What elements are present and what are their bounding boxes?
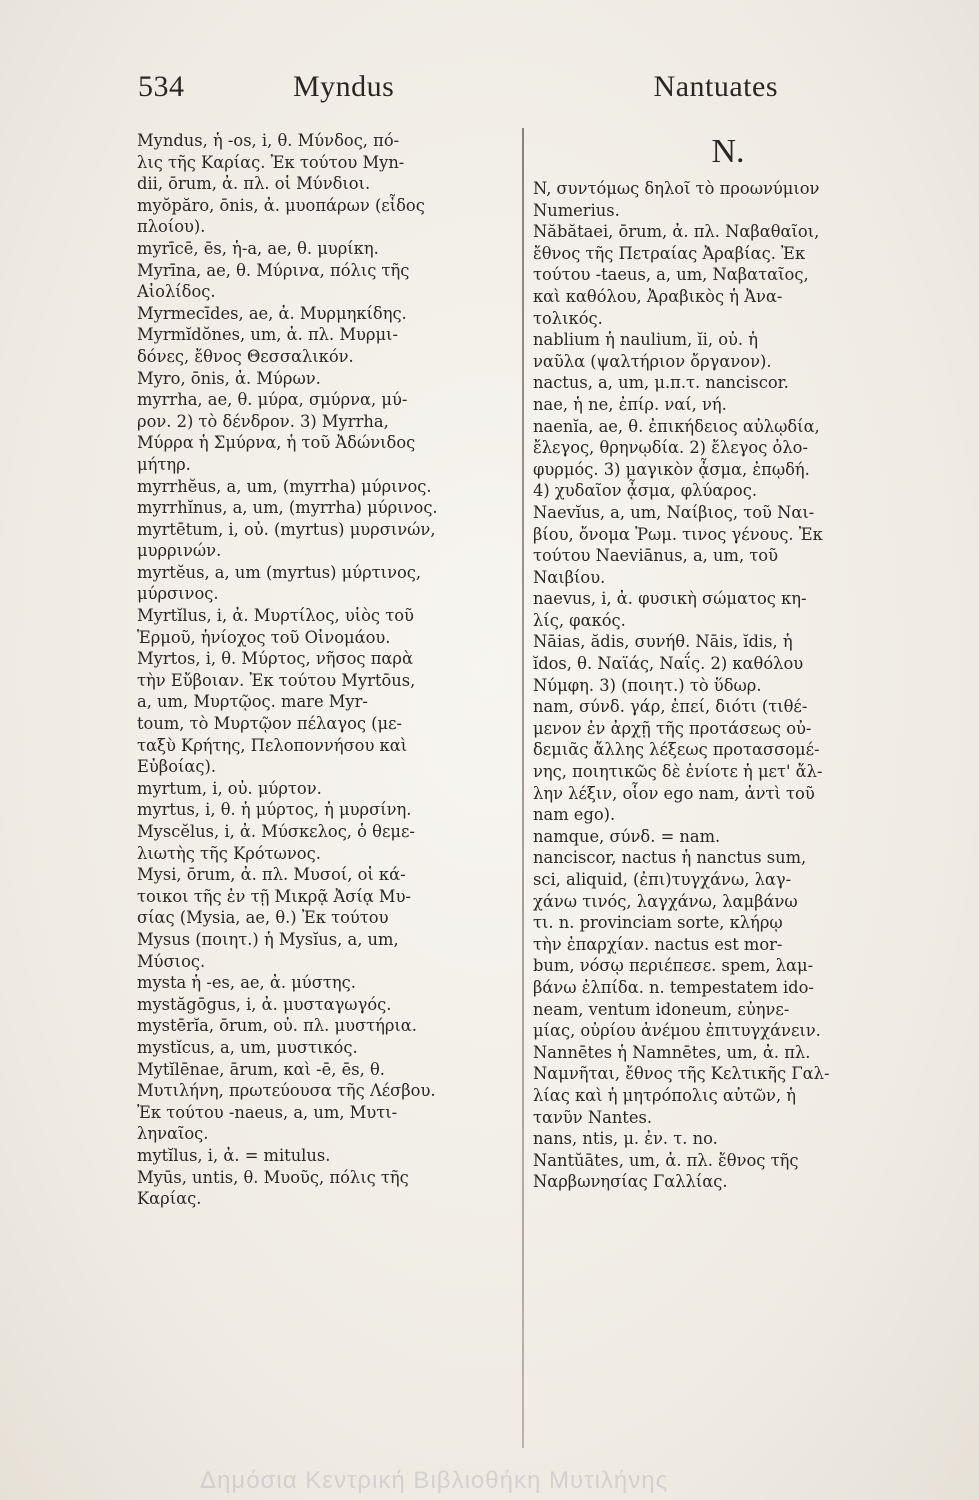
left-entry-line: mysta ἡ -es, ae, ἀ. μύστης. xyxy=(137,973,356,993)
left-entry-line: Mysus (ποιητ.) ἡ Mysĭus, a, um, xyxy=(137,929,399,949)
left-entry-line: δόνες, ἔθνος Θεσσαλικόν. xyxy=(137,346,354,366)
left-column xyxy=(137,130,515,1210)
left-entry-line: Myrtos, i, θ. Μύρτος, νῆσος παρὰ xyxy=(137,649,413,669)
left-entry-line: Myndus, ἡ -os, i, θ. Μύνδος, πό- xyxy=(137,131,400,150)
right-entry-line: Nāias, ădis, συνήθ. Nāis, ĭdis, ἡ xyxy=(533,632,793,652)
left-entry-line: dii, ōrum, ἀ. πλ. οἱ Μύνδιοι. xyxy=(137,174,371,194)
right-column xyxy=(533,132,913,1193)
left-entry-line: μήτηρ. xyxy=(137,454,191,474)
left-entry-line: ληναῖος. xyxy=(137,1124,209,1144)
left-entry-line: Μυτιλήνη, πρωτεύουσα τῆς Λέσβου. xyxy=(137,1081,436,1101)
right-entry-line: Nannētes ἡ Namnētes, um, ἀ. πλ. xyxy=(533,1042,811,1062)
left-entry-line: Αἰολίδος. xyxy=(137,282,216,302)
left-entry-line: Myrmecīdes, ae, ἀ. Μυρμηκίδης. xyxy=(137,303,407,323)
left-entry-line: mystăgōgus, i, ἀ. μυσταγωγός. xyxy=(137,994,392,1014)
left-entry-line: σίας (Mysia, ae, θ.) Ἐκ τούτου xyxy=(137,908,389,928)
left-entry-line: Myūs, untis, θ. Μυοῦς, πόλις τῆς xyxy=(137,1167,409,1187)
right-entry-line: βάνω ἐλπίδα. n. tempestatem ido- xyxy=(533,977,814,997)
right-entry-line: τούτου Naeviānus, a, um, τοῦ xyxy=(533,546,779,566)
right-entry-line: ἔλεγος, θρηνῳδία. 2) ἔλεγος ὀλο- xyxy=(533,438,808,458)
right-entry-line: ἔθνος τῆς Πετραίας Ἀραβίας. Ἐκ xyxy=(533,243,806,263)
left-entry-line: Mytĭlēnae, ārum, καὶ -ē, ēs, θ. xyxy=(137,1059,385,1079)
right-entry-line: nam ego). xyxy=(533,805,616,825)
left-entry-line: Myro, ōnis, ἀ. Μύρων. xyxy=(137,368,321,388)
left-entry-line: Ἑρμοῦ, ἡνίοχος τοῦ Οἰνομάου. xyxy=(137,627,391,647)
right-entry-line: naenĭa, ae, θ. ἐπικήδειος αὐλῳδία, xyxy=(533,416,820,436)
section-letter: N. xyxy=(711,133,745,170)
right-entry-line: Ναμνῆται, ἔθνος τῆς Κελτικῆς Γαλ- xyxy=(533,1064,830,1084)
column-divider xyxy=(522,128,524,1448)
left-entry-line: μυρρινών. xyxy=(137,541,222,561)
right-entry-line: nablium ἡ naulium, ĭi, οὐ. ἡ xyxy=(533,330,758,350)
right-entry-line: Numerius. xyxy=(533,200,620,220)
right-entry-line: καὶ καθόλου, Ἀραβικὸς ἡ Ἀνα- xyxy=(533,286,783,306)
right-entry-line: φυρμός. 3) μαγικὸν ᾆσμα, ἐπῳδή. xyxy=(533,459,810,479)
left-entry-line: myrtus, i, θ. ἡ μύρτος, ἡ μυρσίνη. xyxy=(137,800,412,820)
right-entry-line: ναῦλα (ψαλτήριον ὄργανον). xyxy=(533,351,772,371)
right-entry-line: nactus, a, um, μ.π.τ. nanciscor. xyxy=(533,373,789,393)
right-entry-line: ĭdos, θ. Ναϊάς, Ναΐς. 2) καθόλου xyxy=(533,654,804,674)
right-entry-line: τὴν ἐπαρχίαν. nactus est mor- xyxy=(533,934,783,954)
right-entry-line: χάνω τινός, λαγχάνω, λαμβάνω xyxy=(533,891,798,911)
right-entry-line: nanciscor, nactus ἡ nanctus sum, xyxy=(533,848,807,868)
right-entry-line: Ναιβίου. xyxy=(533,567,606,587)
right-entry-line: nam, σύνδ. γάρ, ἐπεί, διότι (τιθέ- xyxy=(533,697,808,717)
right-entry-line: βίου, ὄνομα Ῥωμ. τινος γένους. Ἐκ xyxy=(533,524,823,544)
right-entry-line: νης, ποιητικῶς δὲ ἐνίοτε ἡ μετ' ἄλ- xyxy=(533,762,823,782)
left-entry-line: myrrhĭnus, a, um, (myrrha) μύρινος. xyxy=(137,498,438,518)
left-entry-line: Mysi, ōrum, ἀ. πλ. Μυσοί, οἱ κά- xyxy=(137,865,406,885)
right-entry-line: namque, σύνδ. = nam. xyxy=(533,826,721,846)
right-entry-line: nans, ntis, μ. ἐν. τ. no. xyxy=(533,1129,718,1149)
left-entry-line: mystĭcus, a, um, μυστικός. xyxy=(137,1037,358,1057)
left-entry-line: Myrmĭdŏnes, um, ἀ. πλ. Μυρμι- xyxy=(137,325,398,345)
left-headword: Myndus xyxy=(293,70,395,103)
right-entry-line: τανῦν Nantes. xyxy=(533,1107,653,1127)
right-entry-line: λην λέξιν, οἷον ego nam, ἀντὶ τοῦ xyxy=(533,783,815,803)
left-entry-line: Μύρρα ἡ Σμύρνα, ἡ τοῦ Ἀδώνιδος xyxy=(137,433,416,453)
left-entry-line: myrīcē, ēs, ἡ-a, ae, θ. μυρίκη. xyxy=(137,238,379,258)
right-entry-line: bum, νόσῳ περιέπεσε. spem, λαμ- xyxy=(533,956,814,976)
right-entry-line: Nantŭātes, um, ἀ. πλ. ἔθνος τῆς xyxy=(533,1150,799,1170)
left-entry-line: myrtĕus, a, um (myrtus) μύρτινος, xyxy=(137,562,422,582)
left-entry-line: Myrtĭlus, i, ἀ. Μυρτίλος, υἱὸς τοῦ xyxy=(137,606,414,626)
left-entry-line: myrtētum, i, οὐ. (myrtus) μυρσινών, xyxy=(137,519,436,539)
left-entry-line: myrrha, ae, θ. μύρα, σμύρνα, μύ- xyxy=(137,390,408,410)
right-headword: Nantuates xyxy=(653,70,778,103)
right-entry-line: δεμιᾶς ἄλλης λέξεως προτασσομέ- xyxy=(533,740,820,760)
left-entry-line: Myscĕlus, i, ἀ. Μύσκελος, ὁ θεμε- xyxy=(137,822,415,841)
right-entry-line: naevus, i, ἀ. φυσικὴ σώματος κη- xyxy=(533,589,807,609)
left-entry-line: μύρσινος. xyxy=(137,584,219,604)
left-entry-line: Ἐκ τούτου -naeus, a, um, Μυτι- xyxy=(137,1102,398,1122)
right-entry-line: Νύμφη. 3) (ποιητ.) τὸ ὕδωρ. xyxy=(533,675,762,695)
right-entry-line: μίας, οὐρίου ἀνέμου ἐπιτυγχάνειν. xyxy=(533,1021,821,1041)
right-entry-line: λίας καὶ ἡ μητρόπολις αὐτῶν, ἡ xyxy=(533,1085,797,1105)
right-entry-line: neam, ventum idoneum, εὐηνε- xyxy=(533,999,790,1019)
right-entry-line: Ναρβωνησίας Γαλλίας. xyxy=(533,1172,728,1192)
left-entry-line: πλοίου). xyxy=(137,217,206,237)
right-entry-line: sci, aliquid, (ἐπι)τυγχάνω, λαγ- xyxy=(533,870,792,889)
left-entry-line: Myrīna, ae, θ. Μύρινα, πόλις τῆς xyxy=(137,260,410,280)
right-column-entries xyxy=(533,178,913,1193)
left-entry-line: a, um, Μυρτῷος. mare Myr- xyxy=(137,692,368,712)
left-entry-line: myŏpăro, ōnis, ἀ. μυοπάρων (εἶδος xyxy=(137,195,425,215)
right-entry-line: τι. n. provinciam sorte, κλήρῳ xyxy=(533,913,783,933)
left-entry-line: myrtum, i, οὐ. μύρτον. xyxy=(137,778,322,798)
right-entry-line: μενον ἐν ἀρχῇ τῆς προτάσεως οὐ- xyxy=(533,718,812,738)
left-entry-line: λιωτὴς τῆς Κρότωνος. xyxy=(137,843,321,863)
left-entry-line: myrrhĕus, a, um, (myrrha) μύρινος. xyxy=(137,476,432,496)
left-entry-line: mystērĭa, ōrum, οὐ. πλ. μυστήρια. xyxy=(137,1016,417,1036)
left-entry-line: ρον. 2) τὸ δένδρον. 3) Myrrha, xyxy=(137,411,389,431)
right-entry-line: τολικός. xyxy=(533,308,603,328)
left-entry-line: Μύσιος. xyxy=(137,951,206,971)
right-entry-line: Naevĭus, a, um, Ναίβιος, τοῦ Ναι- xyxy=(533,502,815,522)
right-entry-line: τούτου -taeus, a, um, Ναβαταῖος, xyxy=(533,265,809,285)
left-entry-line: mytĭlus, i, ἀ. = mitulus. xyxy=(137,1145,331,1165)
left-entry-line: Καρίας. xyxy=(137,1189,202,1209)
left-entry-line: toum, τὸ Μυρτῷον πέλαγος (με- xyxy=(137,714,403,734)
right-entry-line: nae, ἡ ne, ἐπίρ. ναί, νή. xyxy=(533,394,727,414)
library-watermark: Δημόσια Κεντρική Βιβλιοθήκη Μυτιλήνης xyxy=(200,1467,669,1494)
right-entry-line: λίς, φακός. xyxy=(533,610,626,630)
left-entry-line: λις τῆς Καρίας. Ἐκ τούτου Myn- xyxy=(137,152,405,172)
left-entry-line: Εὐβοίας). xyxy=(137,757,217,777)
right-entry-line: N, συντόμως δηλοῖ τὸ πρoωνύμιον xyxy=(533,179,820,198)
right-entry-line: 4) χυδαῖον ᾆσμα, φλύαρος. xyxy=(533,481,758,501)
left-entry-line: ταξὺ Κρήτης, Πελοποννήσου καὶ xyxy=(137,735,408,755)
page-number: 534 xyxy=(138,70,185,103)
left-entry-line: τοικοι τῆς ἐν τῇ Μικρᾷ Ἀσίᾳ Μυ- xyxy=(137,886,411,906)
left-entry-line: τὴν Εὔβοιαν. Ἐκ τούτου Myrtōus, xyxy=(137,670,416,690)
right-entry-line: Năbătaei, ōrum, ἀ. πλ. Ναβαθαῖοι, xyxy=(533,222,820,242)
running-header xyxy=(138,70,778,120)
